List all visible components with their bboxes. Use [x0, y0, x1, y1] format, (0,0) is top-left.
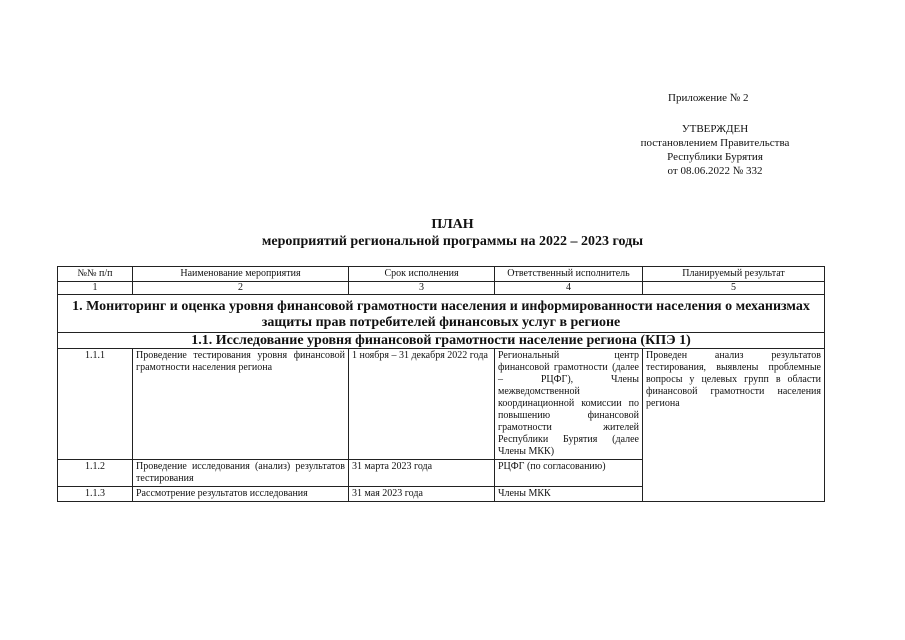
planned-result: Проведен анализ результатов тестирования, выявлены проблемные вопросы у целевых групп в области финансовой грамотности населения региона — [643, 349, 825, 502]
row-term: 1 ноября – 31 декабря 2022 года — [349, 349, 495, 460]
approved-line: от 08.06.2022 № 332 — [667, 165, 763, 177]
plan-table — [57, 266, 825, 502]
row-number: 1.1.2 — [58, 460, 133, 487]
approved-line: Республики Бурятия — [667, 151, 763, 163]
header-cell-number: №№ п/п — [58, 267, 133, 282]
section-title: 1. Мониторинг и оценка уровня финансовой грамотности населения и информированности населения о механизмах защиты прав потребителей финансовых услуг в регионе — [58, 295, 825, 333]
header-cell-term: Срок исполнения — [349, 267, 495, 282]
document-subtitle: мероприятий региональной программы на 2022 – 2023 годы — [261, 234, 644, 249]
approved-line: УТВЕРЖДЕН — [681, 123, 749, 135]
document-title: ПЛАН — [431, 217, 474, 232]
row-executor: Региональный центр финансовой грамотности (далее – РЦФГ), Члены межведомственной координационной комиссии по повышению финансовой грамотности жителей Республики Бурятия (далее Члены МКК) — [495, 349, 643, 460]
row-number: 1.1.3 — [58, 487, 133, 502]
row-name: Проведение тестирования уровня финансовой грамотности населения региона — [133, 349, 349, 460]
row-term: 31 марта 2023 года — [349, 460, 495, 487]
row-number: 1.1.1 — [58, 349, 133, 460]
header-cell-result: Планируемый результат — [643, 267, 825, 282]
appendix-label: Приложение № 2 — [668, 92, 749, 104]
approved-line: постановлением Правительства — [640, 137, 790, 149]
column-number: 5 — [643, 282, 825, 295]
column-number-row — [58, 282, 825, 295]
table-row — [58, 349, 825, 460]
column-number: 2 — [133, 282, 349, 295]
column-number: 1 — [58, 282, 133, 295]
row-name: Рассмотрение результатов исследования — [133, 487, 349, 502]
subsection-title: 1.1. Исследование уровня финансовой грамотности население региона (КПЭ 1) — [58, 333, 825, 349]
subsection-row — [58, 333, 825, 349]
header-cell-executor: Ответственный исполнитель — [495, 267, 643, 282]
row-term: 31 мая 2023 года — [349, 487, 495, 502]
approval-stamp — [600, 122, 830, 178]
header-cell-name: Наименование мероприятия — [133, 267, 349, 282]
column-number: 4 — [495, 282, 643, 295]
table-header-row — [58, 267, 825, 282]
row-executor: Члены МКК — [495, 487, 643, 502]
section-row — [58, 295, 825, 333]
column-number: 3 — [349, 282, 495, 295]
row-executor: РЦФГ (по согласованию) — [495, 460, 643, 487]
row-name: Проведение исследования (анализ) результатов тестирования — [133, 460, 349, 487]
